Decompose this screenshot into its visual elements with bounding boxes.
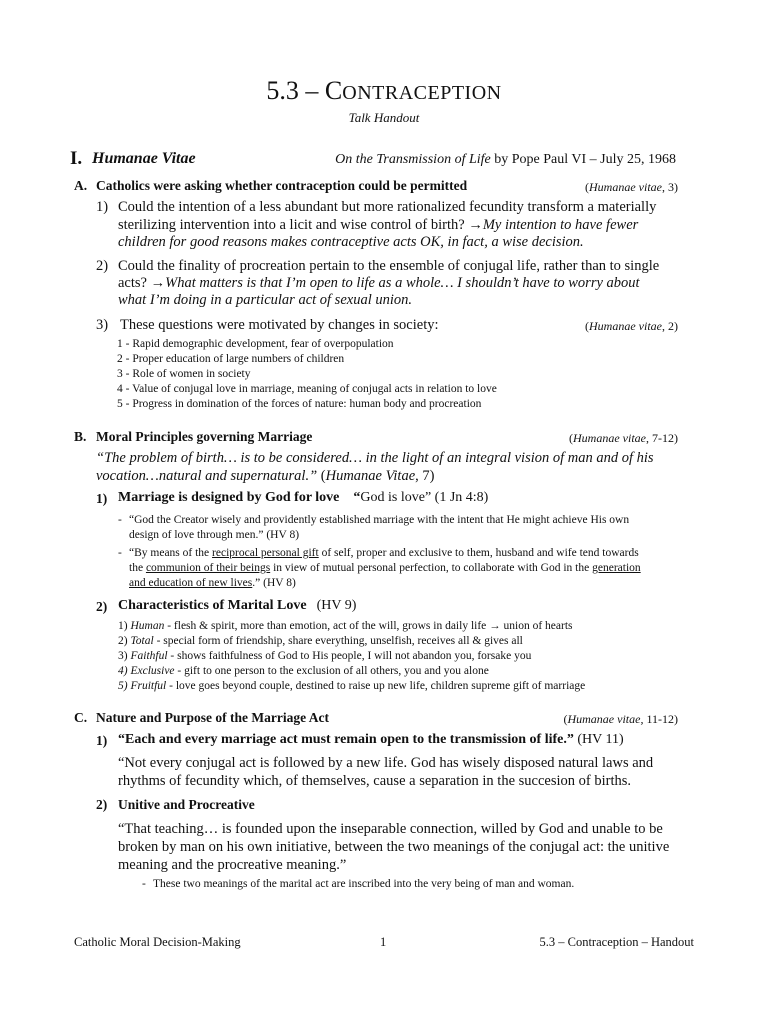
purpose-2-line1: “That teaching… is founded upon the inseparable connection, willed by God and unable to be (118, 821, 663, 837)
purpose-2-heading: Unitive and Procreative (118, 797, 255, 812)
question-2-line2: acts? →What matters is that I’m open to life as a whole… I shouldn’t have to worry about (118, 275, 640, 291)
principle-1-bullet2-line3: and education of new lives.” (HV 8) (129, 577, 296, 589)
question-2-num: 2) (96, 258, 109, 274)
principle-1-bullet1-line2: design of love through men.” (HV 8) (129, 529, 300, 541)
question-3-num: 3) (96, 317, 109, 333)
section-a-label: A. (74, 178, 88, 193)
question-2-line3: what I’m doing in a particular act of sexual union. (118, 292, 413, 308)
section-a-ref: (Humanae vitae, 3) (585, 180, 678, 194)
question-3-ref: (Humanae vitae, 2) (585, 319, 678, 333)
society-item: 3 - Role of women in society (117, 368, 251, 380)
section-c-ref: (Humanae vitae, 11-12) (563, 712, 678, 726)
love-item: 5) Fruitful - love goes beyond couple, destined to raise up new life, children supreme gift of marriage (118, 680, 586, 692)
purpose-1-line1: “Not every conjugal act is followed by a new life. God has wisely disposed natural laws and (118, 755, 654, 771)
principle-1-num: 1) (96, 491, 108, 506)
section-b-label: B. (74, 429, 87, 444)
section-c-heading: Nature and Purpose of the Marriage Act (96, 710, 329, 725)
purpose-2-num: 2) (96, 797, 108, 812)
society-item: 5 - Progress in domination of the forces of nature: human body and procreation (117, 398, 482, 410)
bullet-dash: - (118, 547, 122, 559)
section-a-heading: Catholics were asking whether contraception could be permitted (96, 178, 468, 193)
principle-1-bullet2-line1: “By means of the reciprocal personal gift of self, proper and exclusive to them, husband and wife tend towards (129, 547, 639, 559)
section-b-heading: Moral Principles governing Marriage (96, 429, 313, 444)
arrow-icon: → (489, 620, 501, 632)
question-1-line2: sterilizing intervention into a licit and wise control of birth? →My intention to have fewer (118, 217, 639, 233)
purpose-1-num: 1) (96, 733, 108, 748)
purpose-2-line2: broken by man on his own initiative, between the two meanings of the conjugal act: the unitive (118, 839, 670, 855)
principle-1-bullet1-line1: “God the Creator wisely and providently established marriage with the intent that He might achieve His own (129, 514, 630, 526)
principle-2-heading: Characteristics of Marital Love (HV 9) (118, 598, 357, 613)
purpose-2-bullet: These two meanings of the marital act are inscribed into the very being of man and woman. (153, 878, 575, 890)
section-b-ref: (Humanae vitae, 7-12) (569, 431, 678, 445)
question-1-num: 1) (96, 199, 109, 215)
purpose-1-line2: rhythms of fecundity which, of themselves, cause a separation in the succesion of births. (118, 773, 632, 789)
question-1-line3: children for good reasons makes contraceptive acts OK, in fact, a wise decision. (118, 234, 584, 250)
bullet-dash: - (142, 878, 146, 890)
footer-right: 5.3 – Contraception – Handout (539, 935, 694, 949)
section-b-quote-line2: vocation…natural and supernatural.” (Humanae Vitae, 7) (96, 468, 435, 484)
arrow-icon: → (150, 275, 166, 291)
page-title: 5.3 – CONTRACEPTION (266, 76, 502, 105)
footer-page-number: 1 (380, 935, 387, 949)
arrow-icon: → (468, 217, 483, 233)
society-item: 2 - Proper education of large numbers of children (117, 353, 345, 365)
section-c-label: C. (74, 710, 88, 725)
love-item: 2) Total - special form of friendship, share everything, unselfish, receives all & gives all (118, 635, 523, 647)
question-2-line1: Could the finality of procreation pertain to the ensemble of conjugal life, rather than to single (118, 258, 660, 274)
principle-1-heading: Marriage is designed by God for love “God is love” (1 Jn 4:8) (118, 490, 489, 505)
section-source: On the Transmission of Life by Pope Paul VI – July 25, 1968 (335, 152, 676, 167)
love-item: 1) Human - flesh & spirit, more than emotion, act of the will, grows in daily life → union of hearts (118, 620, 573, 632)
society-item: 1 - Rapid demographic development, fear of overpopulation (117, 338, 394, 350)
section-numeral: I. (70, 148, 83, 169)
principle-1-bullet2-line2: the communion of their beings in view of mutual personal perfection, to collaborate with God in the generation (129, 562, 641, 574)
question-1-line1: Could the intention of a less abundant but more rationalized fecundity transform a materially (118, 199, 657, 215)
purpose-2-line3: meaning and the procreative meaning.” (118, 857, 347, 873)
love-item: 4) Exclusive - gift to one person to the exclusion of all others, you and you alone (118, 665, 489, 677)
society-item: 4 - Value of conjugal love in marriage, meaning of conjugal acts in relation to love (117, 383, 497, 395)
footer-left: Catholic Moral Decision-Making (74, 935, 241, 949)
bullet-dash: - (118, 514, 122, 526)
section-title: Humanae Vitae (92, 150, 196, 167)
purpose-1-heading: “Each and every marriage act must remain open to the transmission of life.” (HV 11) (118, 732, 624, 747)
section-b-quote-line1: “The problem of birth… is to be considered… in the light of an integral vision of man and of his (96, 450, 654, 466)
principle-2-num: 2) (96, 599, 108, 614)
love-item: 3) Faithful - shows faithfulness of God to His people, I will not abandon you, forsake you (118, 650, 532, 662)
question-3-text: These questions were motivated by changes in society: (120, 317, 439, 333)
page-subtitle: Talk Handout (348, 110, 420, 125)
